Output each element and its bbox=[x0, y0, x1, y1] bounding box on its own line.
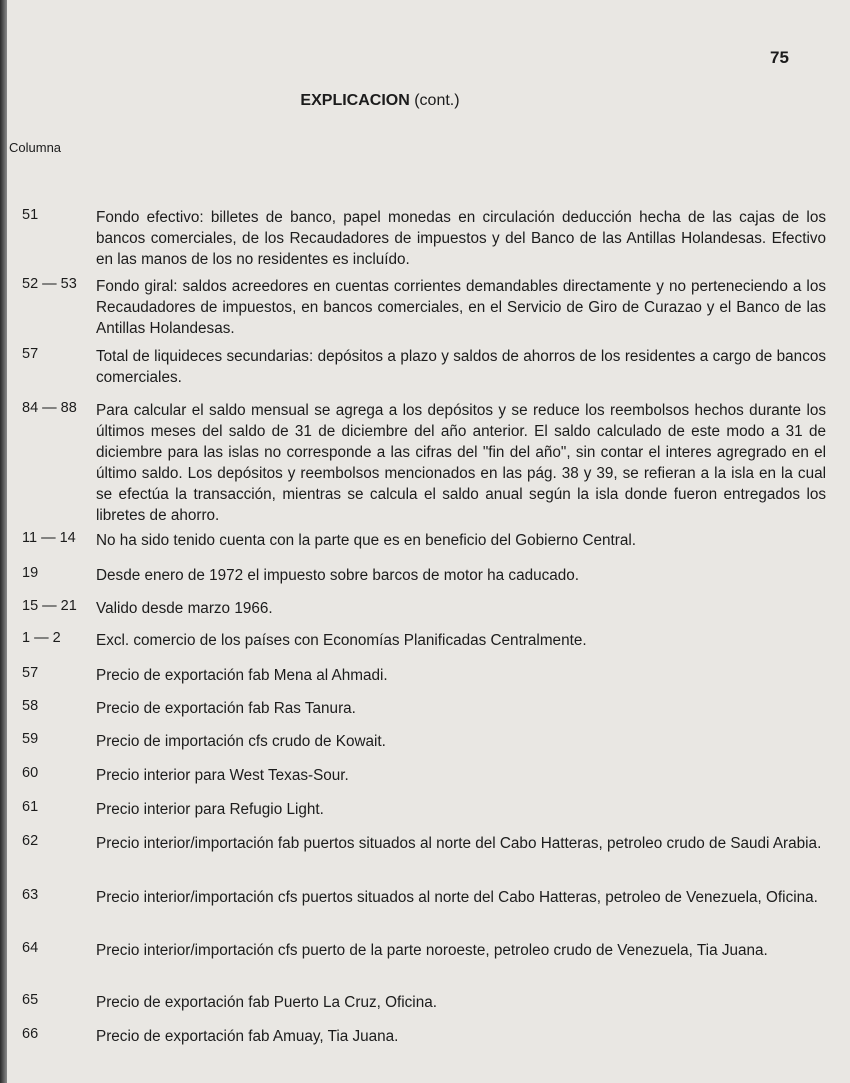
explanation-text: Precio interior/importación cfs puertos situados al norte del Cabo Hatteras, petroleo de Venezuela, Oficina. bbox=[96, 889, 818, 906]
column-number: 57 bbox=[22, 665, 39, 681]
column-number: 19 bbox=[22, 565, 39, 581]
column-number: 64 bbox=[22, 940, 39, 956]
column-number: 57 bbox=[22, 346, 39, 362]
explanation-text: Valido desde marzo 1966. bbox=[96, 600, 273, 617]
page-title bbox=[0, 92, 760, 110]
column-number: 59 bbox=[22, 731, 39, 747]
explanation-text: Precio interior/importación fab puertos situados al norte del Cabo Hatteras, petroleo crudo de Saudi Arabia. bbox=[96, 835, 822, 852]
explanation-text: Precio de exportación fab Amuay, Tia Juana. bbox=[96, 1028, 399, 1045]
explanation-text: Precio de exportación fab Ras Tanura. bbox=[96, 700, 356, 717]
column-number: 61 bbox=[22, 799, 39, 815]
column-number: 84 — 88 bbox=[22, 400, 77, 416]
title-suffix: (cont.) bbox=[414, 92, 460, 109]
column-number: 15 — 21 bbox=[22, 598, 77, 614]
explanation-text: Excl. comercio de los países con Economías Planificadas Centralmente. bbox=[96, 632, 587, 649]
explanation-text: Precio interior para Refugio Light. bbox=[96, 801, 324, 818]
explanation-text: Fondo efectivo: billetes de banco, papel monedas en circulación deducción hecha de las cajas de los bancos comerciales, de los Recaudadores de impuestos y del Banco de las Antillas Holandesas. Efectivo en las manos de los no residentes es incluído. bbox=[96, 209, 826, 268]
column-number: 11 — 14 bbox=[22, 530, 76, 546]
page-binding-edge bbox=[0, 0, 7, 1083]
title-text: EXPLICACION bbox=[300, 92, 410, 109]
column-number: 63 bbox=[22, 887, 39, 903]
page-number: 75 bbox=[770, 48, 789, 67]
explanation-text: Precio interior/importación cfs puerto de la parte noroeste, petroleo crudo de Venezuela, Tia Juana. bbox=[96, 942, 768, 959]
column-number: 66 bbox=[22, 1026, 39, 1042]
explanation-text: Precio de exportación fab Mena al Ahmadi. bbox=[96, 667, 388, 684]
explanation-text: Total de liquideces secundarias: depósitos a plazo y saldos de ahorros de los residentes a cargo de bancos comerciales. bbox=[96, 348, 826, 386]
explanation-text: Para calcular el saldo mensual se agrega a los depósitos y se reduce los reembolsos hechos durante los últimos meses del saldo de 31 de diciembre del año anterior. El saldo calculado de este modo a 31 de diciembre para las islas no corresponde a las cifras del "fin del año", sin contar el interes agregrado en el último saldo. Los depósitos y reembolsos mencionados en las pág. 38 y 39, se refieran a la isla en la cual se efectúa la transacción, mientras se calcula el saldo anual según la isla donde fueron entregados los libretes de ahorro. bbox=[96, 402, 826, 524]
column-number: 1 — 2 bbox=[22, 630, 61, 646]
explanation-text: Precio de importación cfs crudo de Kowait. bbox=[96, 733, 386, 750]
explanation-text: Fondo giral: saldos acreedores en cuentas corrientes demandables directamente y no perteneciendo a los Recaudadores de impuestos, en bancos comerciales, en el Servicio de Giro de Curazao y el Banco de las Antillas Holandesas. bbox=[96, 278, 826, 337]
explanation-text: Precio de exportación fab Puerto La Cruz, Oficina. bbox=[96, 994, 437, 1011]
explanation-text: Desde enero de 1972 el impuesto sobre barcos de motor ha caducado. bbox=[96, 567, 580, 584]
column-number: 58 bbox=[22, 698, 39, 714]
explanation-text: Precio interior para West Texas-Sour. bbox=[96, 767, 349, 784]
column-number: 65 bbox=[22, 992, 39, 1008]
column-number: 62 bbox=[22, 833, 39, 849]
column-number: 51 bbox=[22, 207, 39, 223]
column-number: 60 bbox=[22, 765, 39, 781]
column-number: 52 — 53 bbox=[22, 276, 77, 292]
explanation-text: No ha sido tenido cuenta con la parte que es en beneficio del Gobierno Central. bbox=[96, 532, 636, 549]
column-header: Columna bbox=[9, 140, 62, 155]
